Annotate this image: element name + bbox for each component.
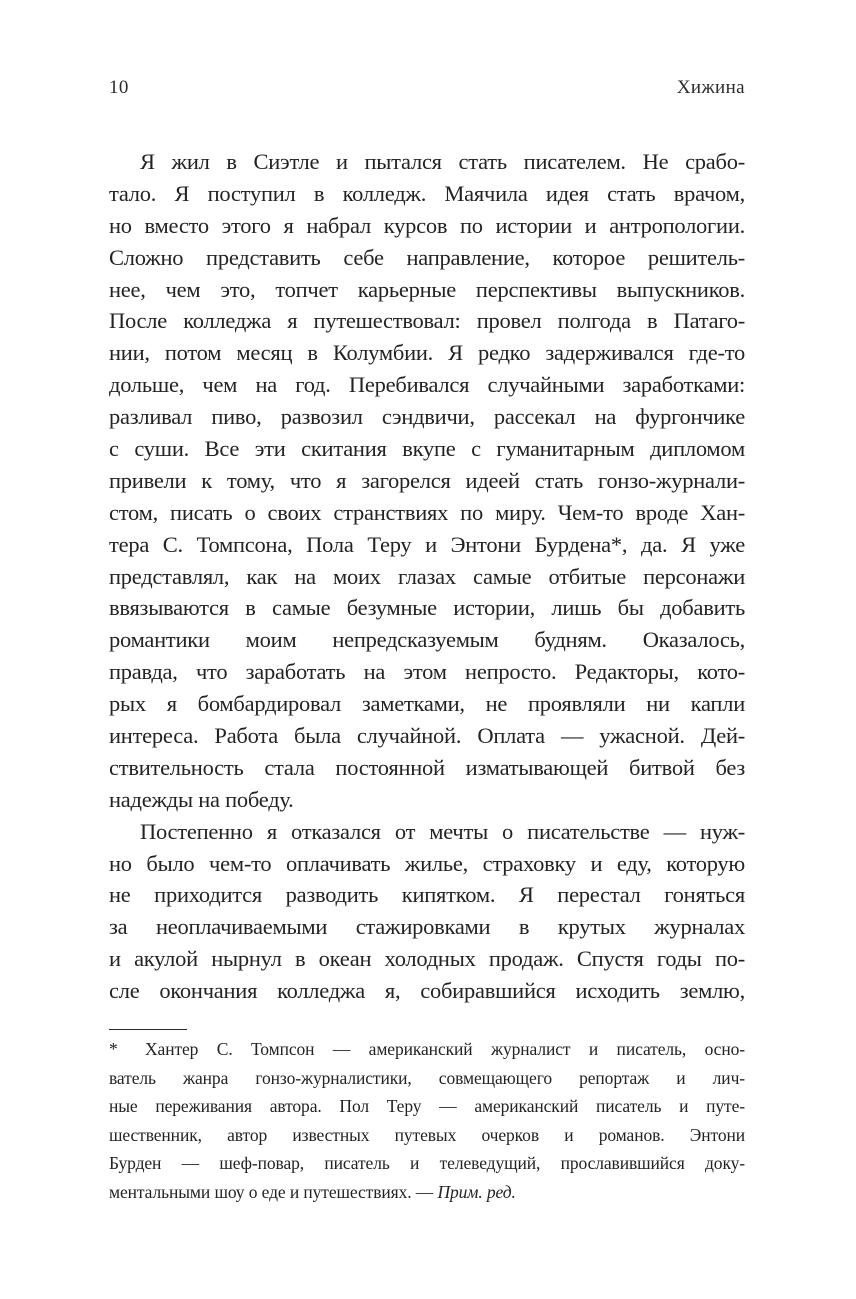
text-line: с суши. Все эти скитания вкупе с гуманитарным дипломом: [109, 436, 745, 462]
footnote-line: ватель жанра гонзо-журналистики, совмещающего репортаж и лич-: [109, 1067, 745, 1088]
footnote-line: ные переживания автора. Пол Теру — американский писатель и путе-: [109, 1096, 745, 1117]
text-line: разливал пиво, развозил сэндвичи, рассекал на фургончике: [109, 404, 745, 430]
body-text: [109, 146, 745, 1007]
footnote-line: * Хантер С. Томпсон — американский журналист и писатель, осно-: [109, 1035, 745, 1064]
text-line: нии, потом месяц в Колумбии. Я редко задерживался где-то: [109, 340, 745, 366]
text-line: сле окончания колледжа я, собиравшийся исходить землю,: [109, 978, 745, 1004]
footnote-attribution: Прим. ред.: [437, 1181, 516, 1202]
text-line: тало. Я поступил в колледж. Маячила идея стать врачом,: [109, 180, 745, 206]
footnote-line: ментальными шоу о еде и путешествиях. — Прим. ред.: [109, 1181, 516, 1202]
text-line: романтики моим непредсказуемым будням. Оказалось,: [109, 627, 745, 653]
text-line: рых я бомбардировал заметками, не проявляли ни капли: [109, 691, 745, 717]
footnote-marker: *: [109, 1039, 118, 1059]
running-title: Хижина: [676, 77, 745, 98]
text-line: представлял, как на моих глазах самые отбитые персонажи: [109, 563, 745, 589]
page-header: [109, 76, 745, 100]
paragraph: [109, 816, 745, 1007]
text-line: После колледжа я путешествовал: провел полгода в Патаго-: [109, 308, 745, 334]
text-line: правда, что заработать на этом непросто. Редакторы, кото-: [109, 659, 745, 685]
text-line: нее, чем это, топчет карьерные перспективы выпускников.: [109, 276, 745, 302]
text-line: но вместо этого я набрал курсов по истории и антропологии.: [109, 212, 745, 238]
footnote-line: шественник, автор известных путевых очерков и романов. Энтони: [109, 1124, 745, 1145]
text-line: стом, писать о своих странствиях по миру. Чем-то вроде Хан-: [109, 499, 745, 525]
text-line: но было чем-то оплачивать жилье, страховку и еду, которую: [109, 850, 745, 876]
text-line: ствительность стала постоянной изматывающей битвой без: [109, 754, 745, 780]
text-line: дольше, чем на год. Перебивался случайными заработками:: [109, 372, 745, 398]
text-line: тера С. Томпсона, Пола Теру и Энтони Бурдена*, да. Я уже: [109, 531, 745, 557]
text-line: и акулой нырнул в океан холодных продаж. Спустя годы по-: [109, 946, 745, 972]
text-line: надежды на победу.: [109, 786, 294, 812]
text-line: Я жил в Сиэтле и пытался стать писателем. Не срабо-: [140, 149, 745, 174]
text-line: интереса. Работа была случайной. Оплата — ужасной. Дей-: [109, 723, 745, 749]
text-line: Сложно представить себе направление, которое решитель-: [109, 244, 745, 270]
text-line: ввязываются в самые безумные истории, лишь бы добавить: [109, 595, 745, 621]
text-line: не приходится разводить кипятком. Я перестал гоняться: [109, 882, 745, 908]
text-line: привели к тому, что я загорелся идеей стать гонзо-журнали-: [109, 467, 745, 493]
text-line: за неоплачиваемыми стажировками в крутых журналах: [109, 914, 745, 940]
text-line: Постепенно я отказался от мечты о писательстве — нуж-: [140, 818, 745, 844]
footnote-text: [109, 1035, 745, 1207]
footnote-rule: [109, 1029, 187, 1030]
page-number: 10: [109, 77, 129, 98]
footnote-line: Бурден — шеф-повар, писатель и телеведущий, прославившийся доку-: [109, 1153, 745, 1174]
footnote: [109, 1029, 745, 1207]
paragraph: [109, 146, 745, 816]
